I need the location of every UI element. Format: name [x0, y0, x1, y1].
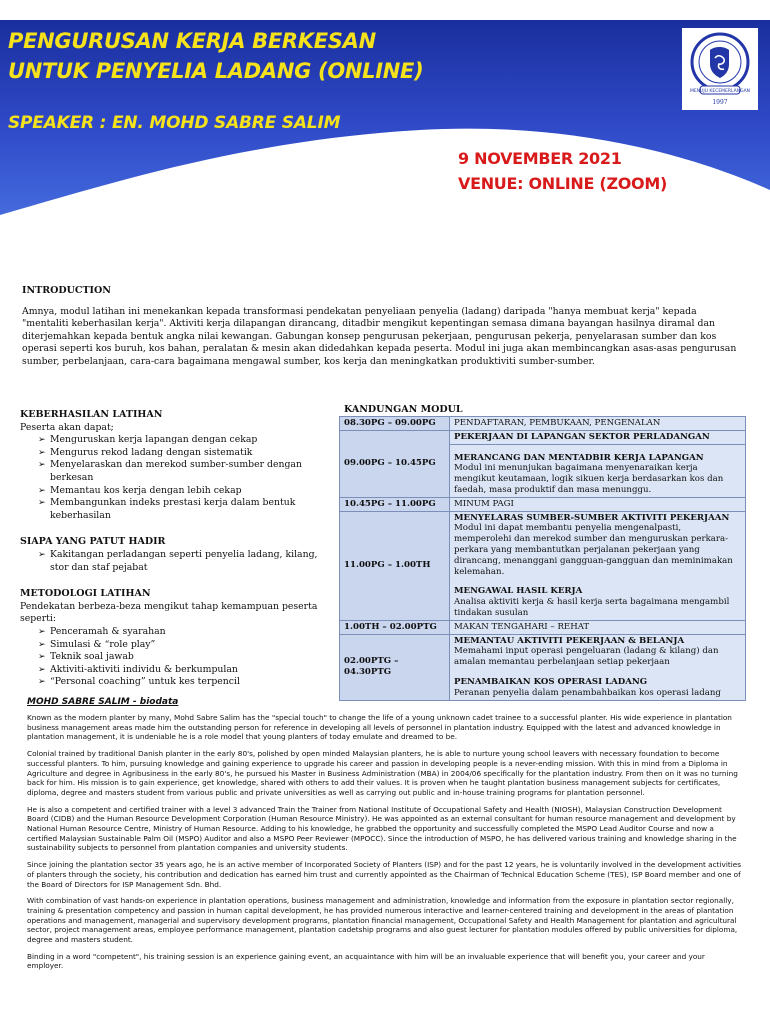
schedule-heading: KANDUNGAN MODUL: [344, 404, 463, 415]
svg-text:MENUJU KECEMERLANGAN: MENUJU KECEMERLANGAN: [689, 89, 751, 94]
method-list: [20, 626, 325, 689]
intro-body: Amnya, modul latihan ini menekankan kepada transformasi pendekatan penyeliaan penyelia (ladang) daripada "hanya membuat kerja" kepada "mentaliti keberhasilan kerja". Aktiviti kerja dilapangan dirancang, ditadbir mengikut kepentingan semasa dimana bayangan hasilnya diramal dan diterjemahkan kepada bentuk angka nilai kewangan. Gabungan konsep pengurusan pekerjaan, pengurusan pekerja, penyelarasan sumber dan kos operasi seperti kos buruh, kos bahan, peralatan & mesin akan didedahkan kepada peserta. Modul ini juga akan membincangkan asas-asas pengurusan sumber, perbelanjaan, cara-cara bagaimana mengawal sumber, kos kerja dan meningkatkan produktiviti sumber-sumber.: [22, 306, 737, 367]
table-row: [340, 620, 746, 634]
schedule-time: 11.00PG – 1.00TH: [340, 511, 450, 620]
bio-paragraph: He is also a competent and certified trainer with a level 3 advanced Train the Trainer from National Institute of Occupational Safety and Health (NIOSH), Malaysian Construction Development Board (CIDB) and the Human Resource Development Corporation (Human Resource Ministry). He was appointed as an external consultant for human resource management and development by National Human Resource Centre, Ministry of Human Resource. Adding to his knowledge, he grabbed the opportunity and successfully completed the MSPO Lead Auditor Course and now a certified Malaysian Sustainable Palm Oil (MSPO) Auditor and also a MSPO Peer Reviewer (MPOCC). Since the introduction of MSPO, he has delivered various training and knowledge sharing in the sustainability subjects to personnel from plantation companies and university students.: [27, 804, 737, 853]
bio-paragraph: Known as the modern planter by many, Mohd Sabre Salim has the "special touch" to change the life of a young unknown cadet trainee to a successful planter. His wide experience in plantation business management areas made him the outstanding person for reference in developing all levels of personnel in plantation industry. Equipped with the latest and advanced knowledge in plantation management, it is undeniable he is a role model that young planters of today emulate and dreamed to be.: [27, 713, 732, 742]
schedule-time: 02.00PTG – 04.30PTG: [340, 634, 450, 700]
schedule-time: 1.00TH – 02.00PTG: [340, 620, 450, 634]
event-date: 9 NOVEMBER 2021: [458, 149, 622, 168]
table-row: [340, 497, 746, 511]
bio-paragraph: With combination of vast hands-on experience in plantation operations, business management and administration, knowledge and information from the exposure in plantation sector regionally, training & presentation competency and passion in human capital development, he has provided numerous interactive and learner-centered training and development in the areas of plantation operations and management, managerial and supervisory development programs, plantation financial management, Occupational Safety and Health Management for plantation and agricultural sector, project management areas, employee performance management, plantation cadetship programs and also guest lecturer for plantation modules offered by public universities for diploma, degree and masters student.: [27, 896, 738, 945]
event-title-line2: UNTUK PENYELIA LADANG (ONLINE): [8, 59, 424, 83]
schedule-content: PEKERJAAN DI LAPANGAN SEKTOR PERLADANGAN: [450, 430, 746, 444]
bio-body: [27, 713, 743, 978]
schedule-content: [450, 511, 746, 620]
schedule-item-desc: Memahami input operasi pengeluaran (ladang & kilang) dan amalan memantau perbelanjaan setiap pekerjaan: [454, 646, 719, 668]
isp-logo-emblem: [682, 28, 758, 110]
schedule-item-desc: Peranan penyelia dalam penambahbaikan kos operasi ladang: [454, 687, 721, 698]
schedule-content: PENDAFTARAN, PEMBUKAAN, PENGENALAN: [450, 417, 746, 431]
schedule-item-desc: Modul ini menunjukan bagaimana menyenaraikan kerja mengikut keutamaan, logik sikuen kerja berdasarkan kos dan faedah, masa produktif dan masa menunggu.: [454, 463, 724, 495]
list-item: ➢ Kakitangan perladangan seperti penyelia ladang, kilang, stor dan staf pejabat: [38, 549, 325, 574]
bio-paragraph: Since joining the plantation sector 35 years ago, he is an active member of Incorporated Society of Planters (ISP) and for the past 12 years, he is voluntarily involved in the development activities of planters through the society, his contribution and dedication has earned him trust and currently appointed as the Chairman of Technical Education Scheme (TES), ISP Board member and one of the Board of Directors for ISP Management Sdn. Bhd.: [27, 860, 742, 889]
outcomes-list: [20, 434, 325, 522]
list-item: ➢ “Personal coaching” untuk kes terpencil: [38, 676, 325, 689]
outcomes-lead: Peserta akan dapat;: [20, 421, 114, 433]
list-item: ➢ Simulasi & “role play”: [38, 639, 325, 652]
list-item: ➢ Aktiviti-aktiviti individu & berkumpulan: [38, 664, 325, 677]
list-item: ➢ Memantau kos kerja dengan lebih cekap: [38, 485, 325, 498]
schedule-content: MAKAN TENGAHARI – REHAT: [450, 620, 746, 634]
schedule-time: 08.30PG – 09.00PG: [340, 417, 450, 431]
intro-heading: INTRODUCTION: [22, 285, 111, 296]
schedule-item-title: PENAMBAIKAN KOS OPERASI LADANG: [454, 676, 648, 687]
event-title: [8, 26, 423, 86]
schedule-item-title: MENGAWAL HASIL KERJA: [454, 586, 583, 597]
bio-heading: MOHD SABRE SALIM - biodata: [27, 697, 179, 707]
list-item: ➢ Teknik soal jawab: [38, 651, 325, 664]
method-heading: METODOLOGI LATIHAN: [20, 588, 151, 600]
bio-paragraph: Binding in a word "competent", his training session is an experience gaining event, an acquaintance with him will be an invaluable experience that will benefit you, your career and your employer.: [27, 951, 705, 971]
table-row: [340, 511, 746, 620]
left-column: [20, 409, 325, 689]
table-row: [340, 634, 746, 700]
schedule-content: MINUM PAGI: [450, 497, 746, 511]
schedule-item-title: MERANCANG DAN MENTADBIR KERJA LAPANGAN: [454, 452, 704, 463]
audience-list: [20, 549, 325, 574]
list-item: ➢ Menyelaraskan dan merekod sumber-sumber dengan berkesan: [38, 459, 325, 484]
table-row: [340, 417, 746, 431]
event-title-line1: PENGURUSAN KERJA BERKESAN: [8, 29, 376, 53]
bio-paragraph: Colonial trained by traditional Danish planter in the early 80's, polished by open minded Malaysian planters, he is able to nurture young school leavers with necessary foundation to become successful planters. To him, pursuing knowledge and gaining experience to upgrade his career and passion in developing people is a never-ending mission. With this in mind from a Diploma in Agriculture and degree in Agribusiness in the early 80's, he pursued his Master in Business Administration (MBA) in 2004/06 specifically for the plantation industry. From then on it was no turning back for him. His mission is to gain experience, get knowledge, shared with others to add their values. It is proven when he taught plantation business management subjects for certificates, diploma, degree and masters student from various public and private universities as well as carrying out public and in-house training programs for plantation personnel.: [27, 749, 738, 797]
schedule-content: [450, 634, 746, 700]
event-venue: VENUE: ONLINE (ZOOM): [458, 174, 667, 193]
list-item: ➢ Membangunkan indeks prestasi kerja dalam bentuk keberhasilan: [38, 497, 325, 522]
schedule-item-desc: Analisa aktiviti kerja & hasil kerja serta bagaimana mengambil tindakan susulan: [454, 597, 730, 618]
table-row: [340, 430, 746, 444]
schedule-table: [339, 416, 746, 701]
list-item: ➢ Menguruskan kerja lapangan dengan cekap: [38, 434, 325, 447]
speaker-name: SPEAKER : EN. MOHD SABRE SALIM: [8, 113, 341, 133]
schedule-time: 09.00PG – 10.45PG: [340, 430, 450, 497]
isp-logo: [682, 28, 758, 110]
svg-text:1997: 1997: [712, 99, 728, 106]
schedule-item-desc: Modul ini dapat membantu penyelia mengenalpasti, memperolehi dan merekod sumber dan menguruskan perkara-perkara yang membantutkan perjalanan pekerjaan yang dirancang, menanggani gangguan-gangguan dan meminimakan kelemahan.: [454, 523, 733, 577]
schedule-item-title: MENYELARAS SUMBER-SUMBER AKTIVITI PEKERJAAN: [454, 512, 730, 523]
schedule-item-title: MEMANTAU AKTIVITI PEKERJAAN & BELANJA: [454, 635, 685, 646]
list-item: ➢ Mengurus rekod ladang dengan sistematik: [38, 447, 325, 460]
schedule-time: 10.45PG – 11.00PG: [340, 497, 450, 511]
list-item: ➢ Penceramah & syarahan: [38, 626, 325, 639]
audience-heading: SIAPA YANG PATUT HADIR: [20, 536, 166, 548]
schedule-content: [450, 444, 746, 497]
method-lead: Pendekatan berbeza-beza mengikut tahap kemampuan peserta seperti:: [20, 600, 318, 625]
outcomes-heading: KEBERHASILAN LATIHAN: [20, 409, 163, 420]
